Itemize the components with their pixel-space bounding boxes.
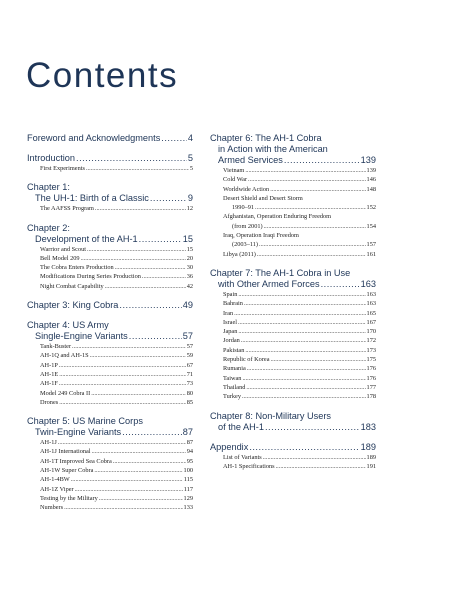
dot-leader: [59, 361, 186, 370]
page-number: 30: [186, 264, 193, 272]
page-number: 148: [366, 185, 376, 193]
chapter-heading-line[interactable]: [27, 193, 193, 204]
toc-entry[interactable]: [210, 250, 376, 259]
dot-leader: [81, 254, 186, 263]
toc-entry[interactable]: [210, 299, 376, 308]
toc-entry[interactable]: [27, 475, 193, 484]
dot-leader: [246, 383, 365, 392]
chapter-title: Chapter 3: King Cobra: [27, 300, 119, 311]
dot-leader: [119, 300, 181, 311]
entry-title: Spain: [223, 290, 238, 298]
dot-leader: [255, 203, 366, 212]
dot-leader: [321, 279, 360, 290]
chapter-heading-line[interactable]: [27, 331, 193, 342]
dot-leader: [59, 370, 186, 379]
page-number: 57: [186, 343, 193, 351]
dot-leader: [247, 364, 366, 373]
dot-leader: [242, 374, 365, 383]
entry-title: Cold War: [223, 176, 248, 184]
toc-chapter: [27, 416, 193, 512]
toc-entry[interactable]: [27, 245, 193, 254]
dot-leader: [110, 320, 192, 331]
entry-title: Night Combat Capability: [40, 282, 104, 290]
toc-entry[interactable]: [27, 370, 193, 379]
page-number: 152: [366, 204, 376, 212]
dot-leader: [244, 299, 366, 308]
chapter-title: Chapter 5: US Marine Corps: [27, 416, 143, 427]
page-number: 177: [366, 383, 376, 391]
toc-entry[interactable]: [210, 392, 376, 401]
entry-title: Desert Shield and Desert Storm: [223, 194, 303, 202]
toc-entry[interactable]: [210, 318, 376, 327]
toc-column-right: [210, 133, 376, 480]
entry-title: Libya (2011): [223, 250, 256, 258]
dot-leader: [58, 438, 186, 447]
dot-leader: [150, 193, 187, 204]
dot-leader: [259, 240, 366, 249]
chapter-title: The UH-1: Birth of a Classic: [35, 193, 149, 204]
dot-leader: [263, 453, 366, 462]
toc-entry[interactable]: [27, 204, 193, 213]
page-number: 189: [360, 441, 376, 452]
dot-leader: [245, 346, 365, 355]
page-number: 15: [182, 233, 193, 244]
toc-entry[interactable]: [210, 453, 376, 462]
dot-leader: [99, 494, 183, 503]
toc-entry[interactable]: [27, 342, 193, 351]
chapter-title: Chapter 8: Non-Military Users: [210, 410, 332, 421]
entry-title: Vietnam: [223, 167, 245, 174]
toc-entry[interactable]: [27, 503, 193, 512]
toc-chapter: [27, 300, 193, 311]
dot-leader: [238, 318, 366, 327]
entry-title: Numbers: [40, 504, 64, 512]
page-number: 5: [187, 153, 193, 163]
chapter-heading-line[interactable]: [27, 133, 193, 144]
page-number: 71: [186, 370, 193, 378]
page-number: 173: [366, 346, 376, 354]
chapter-title: in Action with the American: [218, 144, 328, 154]
chapter-heading-line[interactable]: [210, 133, 376, 144]
dot-leader: [270, 185, 365, 194]
toc-entry[interactable]: [210, 327, 376, 336]
chapter-title: Foreword and Acknowledgments: [27, 133, 161, 143]
dot-leader: [95, 204, 186, 213]
dot-leader: [329, 144, 375, 155]
toc-entry[interactable]: [27, 272, 193, 281]
toc-entry[interactable]: [210, 374, 376, 383]
entry-title: AH-1-4BW: [40, 476, 70, 484]
toc-entry[interactable]: [210, 336, 376, 345]
dot-leader: [300, 231, 375, 240]
toc-entry[interactable]: [27, 351, 193, 360]
toc-column-left: [27, 133, 193, 522]
dot-leader: [332, 212, 375, 221]
page-number: 117: [183, 485, 193, 493]
entry-title: AH-1Q and AH-1S: [40, 352, 89, 360]
toc-entry[interactable]: [210, 166, 376, 175]
dot-leader: [75, 485, 183, 494]
chapter-title: Development of the AH-1: [35, 233, 138, 244]
chapter-title: Armed Services: [218, 155, 283, 165]
chapter-heading-line[interactable]: [210, 155, 376, 166]
dot-leader: [139, 234, 182, 245]
chapter-heading-line[interactable]: [27, 416, 193, 427]
entry-title: Warrior and Scout: [40, 245, 87, 253]
page-number: 170: [366, 328, 376, 336]
dot-leader: [264, 222, 366, 231]
toc-entry[interactable]: [210, 462, 376, 471]
dot-leader: [59, 398, 186, 407]
page-number: 95: [186, 457, 193, 465]
dot-leader: [304, 194, 375, 203]
page-number: 139: [360, 155, 376, 165]
chapter-heading-line[interactable]: [210, 144, 376, 155]
entry-title: Bell Model 209: [40, 254, 80, 262]
dot-leader: [245, 166, 365, 175]
page-number: 42: [186, 282, 193, 290]
toc-chapter: [210, 133, 376, 259]
toc-entry[interactable]: [210, 175, 376, 184]
page-number: 67: [186, 361, 193, 369]
page-number: 5: [189, 165, 193, 172]
chapter-heading-line[interactable]: [27, 223, 193, 234]
chapter-heading-line[interactable]: [210, 442, 376, 453]
entry-title: AH-1T Improved Sea Cobra: [40, 457, 112, 465]
page-number: 15: [186, 245, 193, 253]
dot-leader: [71, 475, 183, 484]
dot-leader: [351, 268, 375, 279]
entry-title: Worldwide Action: [223, 185, 270, 193]
dot-leader: [129, 331, 182, 342]
entry-title: Modifications During Series Production: [40, 273, 141, 281]
page-number: 178: [366, 393, 376, 401]
page-number: 176: [366, 374, 376, 382]
toc-entry[interactable]: [210, 222, 376, 231]
toc-entry[interactable]: [27, 398, 193, 407]
entry-title: AH-1J: [40, 439, 57, 447]
chapter-title: Single-Engine Variants: [35, 331, 128, 342]
page-number: 191: [366, 462, 376, 470]
toc-entry[interactable]: [27, 485, 193, 494]
toc-entry[interactable]: [27, 494, 193, 503]
toc-chapter: [27, 320, 193, 407]
dot-leader: [94, 466, 182, 475]
page-title: Contents: [26, 56, 179, 95]
entry-title: List of Variants: [223, 453, 262, 461]
toc-entry[interactable]: [27, 438, 193, 447]
entry-title: Pakistan: [223, 346, 245, 354]
chapter-heading-line[interactable]: [210, 422, 376, 433]
dot-leader: [115, 263, 186, 272]
page-number: 165: [366, 309, 376, 317]
entry-title: Iran: [223, 309, 234, 317]
dot-leader: [241, 336, 366, 345]
dot-leader: [238, 327, 365, 336]
chapter-title: Introduction: [27, 153, 76, 163]
dot-leader: [271, 355, 366, 364]
entry-title: Afghanistan, Operation Enduring Freedom: [223, 213, 332, 221]
page-number: 163: [366, 300, 376, 308]
toc-chapter: [27, 153, 193, 173]
toc-entry[interactable]: [210, 346, 376, 355]
dot-leader: [265, 422, 360, 433]
entry-title: The AAFSS Program: [40, 205, 94, 213]
dot-leader: [87, 245, 186, 254]
toc-entry[interactable]: [27, 466, 193, 475]
dot-leader: [323, 133, 375, 144]
toc-entry[interactable]: [27, 263, 193, 272]
toc-chapter: [210, 442, 376, 472]
chapter-title: with Other Armed Forces: [218, 278, 320, 289]
toc-entry[interactable]: [210, 231, 376, 240]
page-number: 161: [366, 250, 376, 258]
dot-leader: [249, 442, 359, 453]
dot-leader: [142, 272, 186, 281]
dot-leader: [257, 250, 366, 259]
dot-leader: [86, 164, 189, 173]
toc-chapter: [27, 223, 193, 291]
page-number: 175: [366, 356, 376, 364]
page-number: 73: [186, 380, 193, 388]
page-number: 146: [366, 176, 376, 184]
page-number: 4: [187, 133, 193, 143]
toc-entry[interactable]: [210, 355, 376, 364]
page-number: 80: [186, 389, 193, 397]
page-number: 133: [183, 504, 193, 512]
toc-entry[interactable]: [27, 282, 193, 291]
chapter-heading-line[interactable]: [27, 300, 193, 311]
entry-title: AH-1P: [40, 361, 58, 369]
dot-leader: [284, 155, 360, 166]
page-number: 172: [366, 337, 376, 345]
page-number: 154: [366, 222, 376, 230]
entry-title: Jordan: [223, 337, 240, 345]
page-number: 59: [186, 352, 193, 360]
dot-leader: [161, 133, 187, 144]
toc-entry[interactable]: [27, 164, 193, 173]
entry-title: AH-1F: [40, 380, 58, 388]
page-number: 20: [186, 254, 193, 262]
dot-leader: [92, 447, 186, 456]
chapter-heading-line[interactable]: [27, 234, 193, 245]
entry-title: The Cobra Enters Production: [40, 264, 114, 272]
toc-entry[interactable]: [27, 447, 193, 456]
entry-title: Iraq, Operation Iraqi Freedom: [223, 232, 299, 240]
chapter-heading-line[interactable]: [210, 279, 376, 290]
entry-title: Israel: [223, 318, 237, 326]
dot-leader: [76, 153, 187, 164]
dot-leader: [238, 290, 365, 299]
dot-leader: [276, 462, 366, 471]
toc-entry[interactable]: [27, 361, 193, 370]
chapter-heading-line[interactable]: [27, 153, 193, 164]
chapter-title: Appendix: [210, 441, 249, 452]
dot-leader: [113, 457, 186, 466]
chapter-heading-line[interactable]: [27, 427, 193, 438]
toc-entry[interactable]: [210, 290, 376, 299]
page-number: 163: [360, 278, 376, 289]
entry-title: Rumania: [223, 365, 246, 373]
chapter-title: Chapter 1:: [27, 182, 70, 193]
page-number: 176: [366, 365, 376, 373]
entry-title: AH-1W Super Cobra: [40, 467, 94, 475]
chapter-title: Chapter 2:: [27, 222, 70, 233]
entry-title: Turkey: [223, 393, 241, 401]
dot-leader: [144, 416, 192, 427]
toc-entry[interactable]: [27, 379, 193, 388]
dot-leader: [248, 175, 366, 184]
entry-title: AH-1E: [40, 370, 59, 378]
entry-title: 1990–91: [232, 204, 255, 212]
entry-title: Republic of Korea: [223, 356, 270, 364]
toc-entry[interactable]: [210, 185, 376, 194]
dot-leader: [72, 342, 186, 351]
page-number: 49: [182, 300, 193, 311]
toc-entry[interactable]: [27, 457, 193, 466]
entry-title: AH-1Z Viper: [40, 485, 74, 493]
entry-title: (2003–11): [232, 241, 258, 249]
entry-title: AH-1J International: [40, 448, 91, 456]
toc-entry[interactable]: [210, 309, 376, 318]
page-number: 36: [186, 273, 193, 281]
toc-entry[interactable]: [27, 254, 193, 263]
entry-title: Japan: [223, 328, 238, 336]
dot-leader: [122, 427, 182, 438]
page-number: 9: [187, 193, 193, 204]
chapter-heading-line[interactable]: [210, 268, 376, 279]
entry-title: Drones: [40, 398, 59, 406]
chapter-heading-line[interactable]: [210, 411, 376, 422]
page-number: 139: [366, 167, 376, 174]
page-number: 85: [186, 398, 193, 406]
dot-leader: [91, 389, 186, 398]
toc-chapter: [210, 268, 376, 402]
dot-leader: [71, 223, 192, 234]
toc-entry[interactable]: [210, 240, 376, 249]
chapter-heading-line[interactable]: [27, 182, 193, 193]
dot-leader: [242, 392, 366, 401]
page-number: 100: [183, 467, 193, 475]
dot-leader: [90, 351, 186, 360]
toc-entry[interactable]: [210, 364, 376, 373]
page-number: 163: [366, 290, 376, 298]
chapter-heading-line[interactable]: [27, 320, 193, 331]
entry-title: (from 2001): [232, 222, 263, 230]
entry-title: Taiwan: [223, 374, 242, 382]
chapter-title: Chapter 4: US Army: [27, 320, 109, 331]
chapter-title: Chapter 6: The AH-1 Cobra: [210, 133, 322, 143]
page-number: 12: [186, 205, 193, 213]
toc-chapter: [27, 133, 193, 144]
page-number: 57: [182, 331, 193, 342]
toc-entry[interactable]: [210, 203, 376, 212]
page-number: 189: [366, 453, 376, 461]
dot-leader: [332, 411, 375, 422]
page-number: 167: [366, 318, 376, 326]
dot-leader: [105, 282, 186, 291]
page-number: 129: [183, 494, 193, 502]
page-number: 115: [183, 476, 193, 484]
dot-leader: [234, 309, 365, 318]
chapter-title: of the AH-1: [218, 421, 264, 432]
entry-title: Thailand: [223, 383, 246, 391]
dot-leader: [64, 503, 182, 512]
entry-title: AH-1 Specifications: [223, 462, 275, 470]
toc-entry[interactable]: [210, 383, 376, 392]
chapter-title: Twin-Engine Variants: [35, 427, 122, 438]
dot-leader: [59, 379, 186, 388]
page-number: 94: [186, 448, 193, 456]
entry-title: Model 249 Cobra II: [40, 389, 91, 397]
dot-leader: [71, 182, 192, 193]
toc-entry[interactable]: [210, 194, 376, 203]
toc-chapter: [210, 411, 376, 433]
entry-title: Bahrain: [223, 300, 243, 308]
entry-title: Tank-Buster: [40, 343, 72, 351]
toc-entry[interactable]: [27, 389, 193, 398]
page-number: 87: [182, 427, 193, 438]
toc-entry[interactable]: [210, 212, 376, 221]
entry-title: Testing by the Military: [40, 494, 98, 502]
page-number: 157: [366, 241, 376, 249]
page-number: 183: [360, 421, 376, 432]
toc-chapter: [27, 182, 193, 213]
chapter-title: Chapter 7: The AH-1 Cobra in Use: [210, 267, 351, 278]
entry-title: First Experiments: [40, 165, 85, 172]
page-number: 87: [186, 439, 193, 447]
